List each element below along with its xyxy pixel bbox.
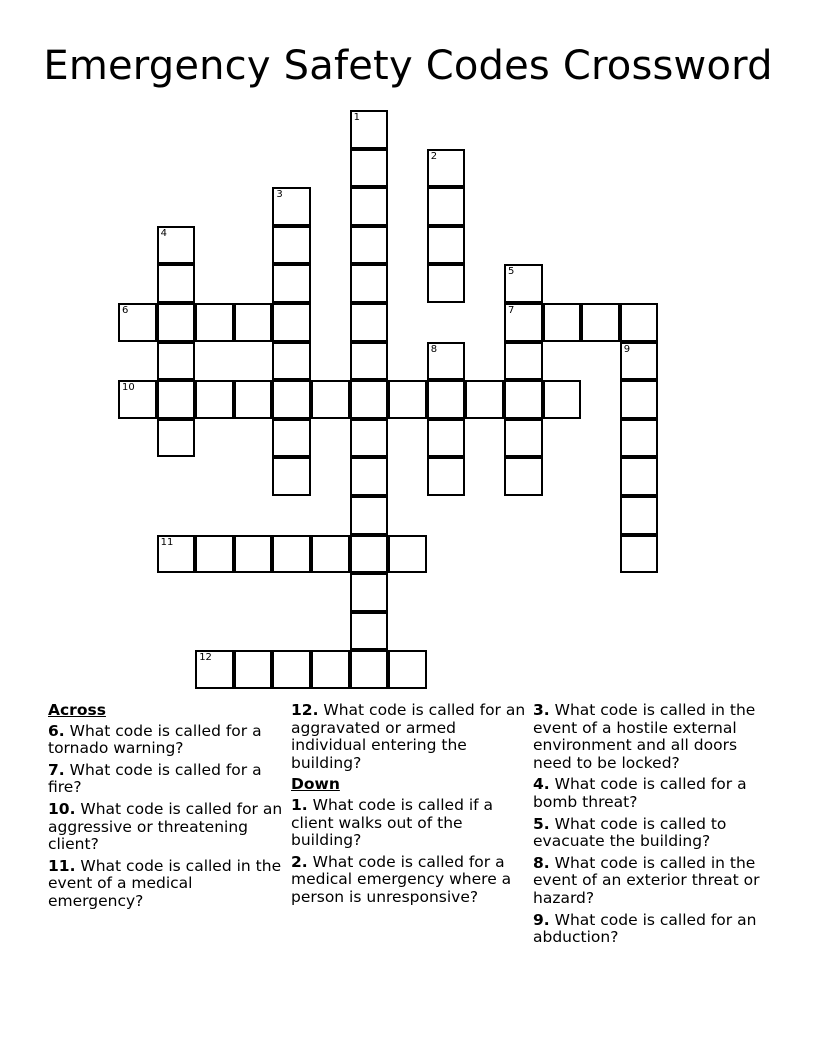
grid-cell[interactable] xyxy=(504,264,543,303)
grid-cell[interactable] xyxy=(620,303,659,342)
grid-cell[interactable] xyxy=(350,650,389,689)
clue-down-1 xyxy=(291,797,529,850)
grid-cell[interactable] xyxy=(272,380,311,419)
grid-cell[interactable] xyxy=(195,303,234,342)
grid-cell[interactable] xyxy=(272,419,311,458)
grid-cell[interactable] xyxy=(427,457,466,496)
grid-cell[interactable] xyxy=(234,380,273,419)
clue-number: 9. xyxy=(533,910,550,929)
grid-cell[interactable] xyxy=(350,380,389,419)
grid-cell[interactable] xyxy=(350,264,389,303)
grid-cell[interactable] xyxy=(504,303,543,342)
grid-cell[interactable] xyxy=(427,187,466,226)
clue-across-10 xyxy=(48,801,288,854)
grid-cell[interactable] xyxy=(350,419,389,458)
clue-text: What code is called for an abduction? xyxy=(533,910,757,947)
grid-cell[interactable] xyxy=(504,419,543,458)
clue-number: 4. xyxy=(533,775,550,794)
grid-cell[interactable] xyxy=(427,342,466,381)
across-heading: Across xyxy=(48,701,106,719)
grid-cell[interactable] xyxy=(620,496,659,535)
clue-number: 12. xyxy=(291,701,319,719)
grid-cell[interactable] xyxy=(118,380,157,419)
grid-cell[interactable] xyxy=(272,457,311,496)
grid-cell[interactable] xyxy=(195,380,234,419)
clue-number-label: 6 xyxy=(122,305,129,316)
grid-cell[interactable] xyxy=(234,535,273,574)
grid-cell[interactable] xyxy=(350,110,389,149)
grid-cell[interactable] xyxy=(427,226,466,265)
grid-cell[interactable] xyxy=(504,380,543,419)
clue-text: What code is called in the event of a medical emergency? xyxy=(48,856,282,910)
clue-number: 10. xyxy=(48,799,76,818)
grid-cell[interactable] xyxy=(388,650,427,689)
grid-cell[interactable] xyxy=(504,342,543,381)
clue-number: 3. xyxy=(533,701,550,719)
clue-number-label: 4 xyxy=(160,227,167,239)
grid-cell[interactable] xyxy=(350,535,389,574)
clue-number-label: 7 xyxy=(508,305,515,316)
grid-cell[interactable] xyxy=(620,342,659,381)
clue-number-label: 5 xyxy=(508,266,515,278)
grid-cell[interactable] xyxy=(272,264,311,303)
grid-cell[interactable] xyxy=(350,573,389,612)
grid-cell[interactable] xyxy=(195,650,234,689)
grid-cell[interactable] xyxy=(157,380,196,419)
grid-cell[interactable] xyxy=(157,226,196,265)
clue-across-11 xyxy=(48,858,288,911)
grid-cell[interactable] xyxy=(234,650,273,689)
grid-cell[interactable] xyxy=(350,226,389,265)
grid-cell[interactable] xyxy=(157,342,196,381)
grid-cell[interactable] xyxy=(157,419,196,458)
grid-cell[interactable] xyxy=(620,419,659,458)
clue-down-3 xyxy=(533,702,773,772)
grid-cell[interactable] xyxy=(350,187,389,226)
clue-across-6 xyxy=(48,723,288,758)
grid-cell[interactable] xyxy=(350,149,389,188)
clue-number: 2. xyxy=(291,852,308,871)
clue-text: What code is called to evacuate the building? xyxy=(533,814,727,851)
grid-cell[interactable] xyxy=(427,149,466,188)
grid-cell[interactable] xyxy=(272,650,311,689)
page-title: Emergency Safety Codes Crossword xyxy=(43,43,773,89)
grid-cell[interactable] xyxy=(157,264,196,303)
grid-cell[interactable] xyxy=(427,380,466,419)
grid-cell[interactable] xyxy=(350,342,389,381)
grid-cell[interactable] xyxy=(272,187,311,226)
clue-text: What code is called in the event of an exterior threat or hazard? xyxy=(533,853,760,907)
clue-text: What code is called for an aggravated or armed individual entering the building? xyxy=(291,701,526,772)
grid-cell[interactable] xyxy=(272,303,311,342)
clue-text: What code is called in the event of a hostile external environment and all doors need to be locked? xyxy=(533,701,756,772)
clue-column-2 xyxy=(291,702,529,911)
clue-number: 6. xyxy=(48,721,65,740)
grid-cell[interactable] xyxy=(311,535,350,574)
grid-cell[interactable] xyxy=(388,380,427,419)
clue-down-8 xyxy=(533,855,773,908)
clue-number-label: 2 xyxy=(430,150,438,162)
grid-cell[interactable] xyxy=(195,535,234,574)
clue-column-1 xyxy=(48,702,288,915)
grid-cell[interactable] xyxy=(620,457,659,496)
grid-cell[interactable] xyxy=(427,419,466,458)
grid-cell[interactable] xyxy=(581,303,620,342)
clue-number-label: 3 xyxy=(276,189,283,201)
clue-number: 11. xyxy=(48,856,76,875)
grid-cell[interactable] xyxy=(272,535,311,574)
clue-text: What code is called for a tornado warning? xyxy=(48,721,262,758)
clue-down-4 xyxy=(533,776,773,811)
grid-cell[interactable] xyxy=(427,264,466,303)
clue-down-2 xyxy=(291,854,529,907)
clue-number-label: 8 xyxy=(430,343,438,355)
clue-text: What code is called for an aggressive or threatening client? xyxy=(48,799,283,854)
clue-number: 5. xyxy=(533,814,550,833)
clue-across-7 xyxy=(48,762,288,797)
grid-cell[interactable] xyxy=(350,496,389,535)
clue-text: What code is called for a medical emergency where a person is unresponsive? xyxy=(291,852,512,906)
grid-cell[interactable] xyxy=(272,342,311,381)
grid-cell[interactable] xyxy=(620,380,659,419)
clue-across-12 xyxy=(291,702,529,772)
grid-cell[interactable] xyxy=(465,380,504,419)
grid-cell[interactable] xyxy=(350,612,389,651)
clue-text: What code is called for a fire? xyxy=(48,760,262,797)
grid-cell[interactable] xyxy=(543,380,582,419)
clue-number: 8. xyxy=(533,853,550,872)
grid-cell[interactable] xyxy=(350,457,389,496)
grid-cell[interactable] xyxy=(311,380,350,419)
grid-cell[interactable] xyxy=(388,535,427,574)
grid-cell[interactable] xyxy=(234,303,273,342)
grid-cell[interactable] xyxy=(543,303,582,342)
grid-cell[interactable] xyxy=(311,650,350,689)
clue-number-label: 11 xyxy=(160,536,174,548)
grid-cell[interactable] xyxy=(620,535,659,574)
clue-number-label: 1 xyxy=(353,112,360,123)
clue-text: What code is called for a bomb threat? xyxy=(533,775,747,811)
grid-cell[interactable] xyxy=(350,303,389,342)
clue-number-label: 10 xyxy=(122,382,135,394)
clue-down-5 xyxy=(533,816,773,851)
clue-number-label: 9 xyxy=(623,343,631,355)
grid-cell[interactable] xyxy=(272,226,311,265)
grid-cell[interactable] xyxy=(118,303,157,342)
clue-number: 1. xyxy=(291,795,308,814)
clue-number: 7. xyxy=(48,760,65,779)
grid-cell[interactable] xyxy=(157,303,196,342)
down-heading: Down xyxy=(291,775,340,794)
clue-text: What code is called if a client walks out of the building? xyxy=(291,795,494,850)
grid-cell[interactable] xyxy=(504,457,543,496)
clue-column-3 xyxy=(533,702,773,951)
clue-down-9 xyxy=(533,912,773,947)
clue-number-label: 12 xyxy=(199,652,212,664)
grid-cell[interactable] xyxy=(157,535,196,574)
